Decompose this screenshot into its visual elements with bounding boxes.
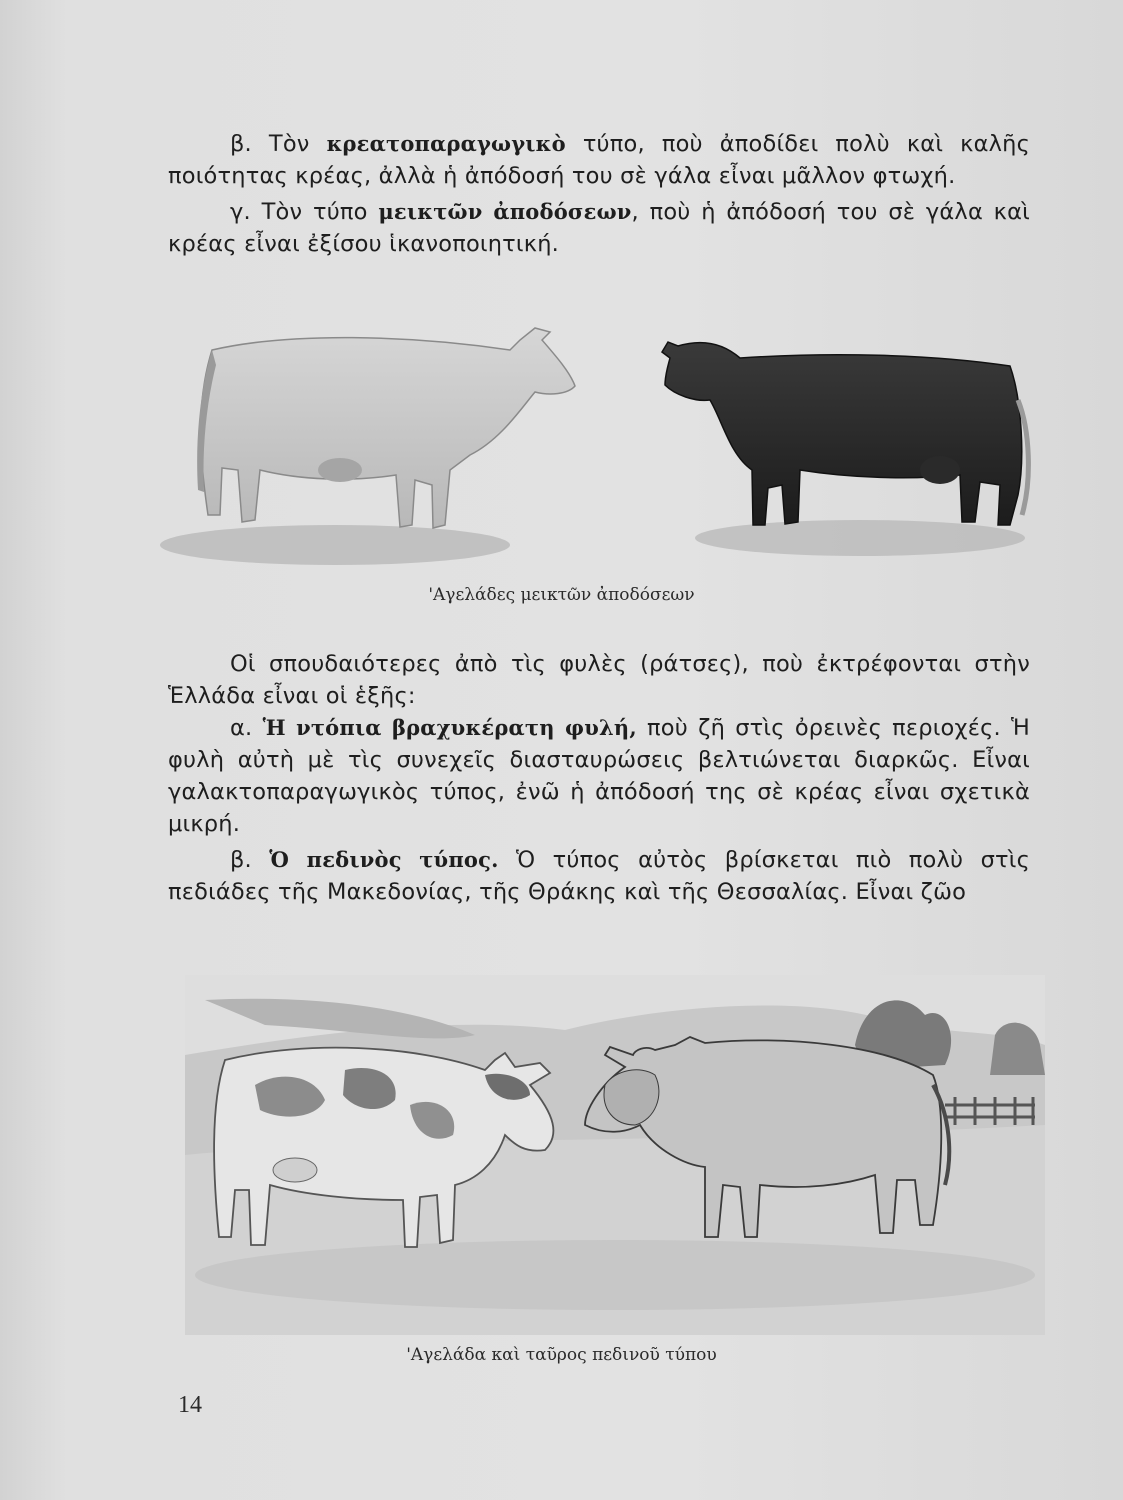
caption-mixed-yield-cows: 'Αγελάδες μεικτῶν ἀποδόσεων xyxy=(428,585,695,605)
grass-shadow-right xyxy=(695,520,1025,556)
caption-lowland-cow-and-bull: 'Αγελάδα καὶ ταῦρος πεδινοῦ τύπου xyxy=(406,1345,717,1365)
page-number: 14 xyxy=(178,1392,202,1418)
dark-cow xyxy=(662,342,1028,525)
paragraph-beta-meat-type xyxy=(168,128,1030,192)
bold-term: Ὁ πεδινὸς τύπος. xyxy=(269,847,499,872)
paragraph-prefix: α. xyxy=(230,715,263,741)
illustration-mixed-yield-cows xyxy=(150,310,1050,580)
illustration-lowland-cow-and-bull xyxy=(185,975,1045,1335)
paragraph-prefix: β. xyxy=(230,847,270,873)
bold-term: κρεατοπαραγωγικὸ xyxy=(326,131,566,156)
paragraph-gamma-mixed-type xyxy=(168,196,1030,260)
paragraph-beta-lowland-type xyxy=(168,844,1030,908)
paragraph-text: ποὺ ζῆ στὶς ὀρεινὲς περιοχές. Ἡ φυλὴ αὐτὴ μὲ τὶς συνεχεῖς διασταυρώσεις βελτιώνεται διαρκῶς. Εἶναι γαλακτοπαραγωγικὸς τύπος, ἐνῶ ἡ ἀπόδοσή της σὲ κρέας εἶναι σχετικὰ μικρή. xyxy=(168,715,1030,837)
grass-shadow-left xyxy=(160,525,510,565)
paragraph-text: , ποὺ ἡ ἀπόδοσή του σὲ γάλα καὶ κρέας εἶναι ἐξίσου ἱκανοποιητική. xyxy=(168,199,1030,257)
bold-term: Ἡ ντόπια βραχυκέρατη φυλή, xyxy=(262,715,637,740)
light-cow xyxy=(197,328,575,528)
paragraph-main-breeds: Οἱ σπουδαιότερες ἀπὸ τὶς φυλὲς (ράτσες), ποὺ ἐκτρέφονται στὴν Ἑλλάδα εἶναι οἱ ἑξῆς: xyxy=(168,651,1030,709)
bold-term: μεικτῶν ἀποδόσεων xyxy=(378,199,632,224)
ground-shadow xyxy=(195,1240,1035,1310)
paragraph-text: Ὁ τύπος αὐτὸς βρίσκεται πιὸ πολὺ στὶς πεδιάδες τῆς Μακεδονίας, τῆς Θράκης καὶ τῆς Θεσσαλίας. Εἶναι ζῶο xyxy=(168,847,1031,905)
paragraph-prefix: γ. Τὸν τύπο xyxy=(230,199,379,225)
paragraph-prefix: β. Τὸν xyxy=(230,131,327,157)
paragraph-text: τύπο, ποὺ ἀποδίδει πολὺ καὶ καλῆς ποιότητας κρέας, ἀλλὰ ἡ ἀπόδοσή του σὲ γάλα εἶναι μᾶλλον φτωχή. xyxy=(168,131,1030,189)
paragraph-alpha-shorthorn xyxy=(168,712,1030,840)
